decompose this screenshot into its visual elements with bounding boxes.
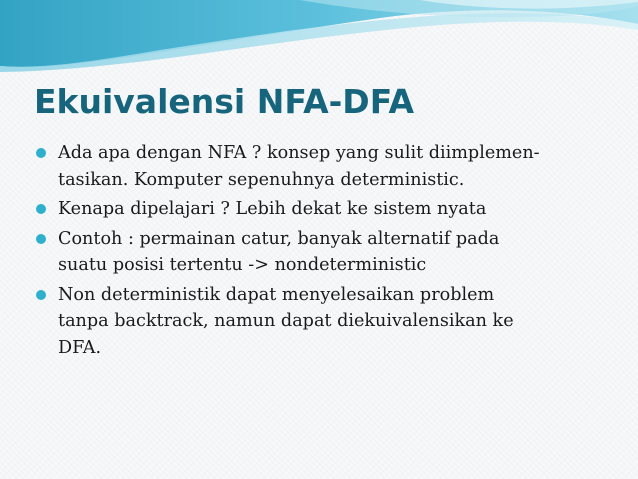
bullet-list	[34, 140, 604, 364]
bullet-item	[34, 196, 604, 223]
header-wave-decoration	[0, 0, 638, 80]
bullet-line: DFA.	[58, 337, 102, 358]
bullet-line: Non deterministik dapat menyelesaikan problem	[58, 284, 495, 305]
bullet-dot-icon	[36, 148, 46, 158]
bullet-line: suatu posisi tertentu -> nondeterministic	[58, 255, 427, 275]
bullet-line: tanpa backtrack, namun dapat diekuivalensikan ke	[58, 311, 514, 331]
bullet-dot-icon	[36, 234, 46, 244]
bullet-dot-icon	[36, 290, 46, 300]
bullet-item	[34, 140, 604, 193]
slide-title: Ekuivalensi NFA-DFA	[34, 82, 414, 121]
bullet-item	[34, 282, 604, 362]
bullet-line: Kenapa dipelajari ? Lebih dekat ke sistem nyata	[58, 199, 487, 219]
bullet-item	[34, 226, 604, 279]
bullet-line: tasikan. Komputer sepenuhnya deterministic.	[58, 169, 465, 190]
bullet-line: Contoh : permainan catur, banyak alternatif pada	[58, 228, 500, 249]
bullet-dot-icon	[36, 204, 46, 214]
bullet-line: Ada apa dengan NFA ? konsep yang sulit diimplemen-	[58, 143, 540, 163]
